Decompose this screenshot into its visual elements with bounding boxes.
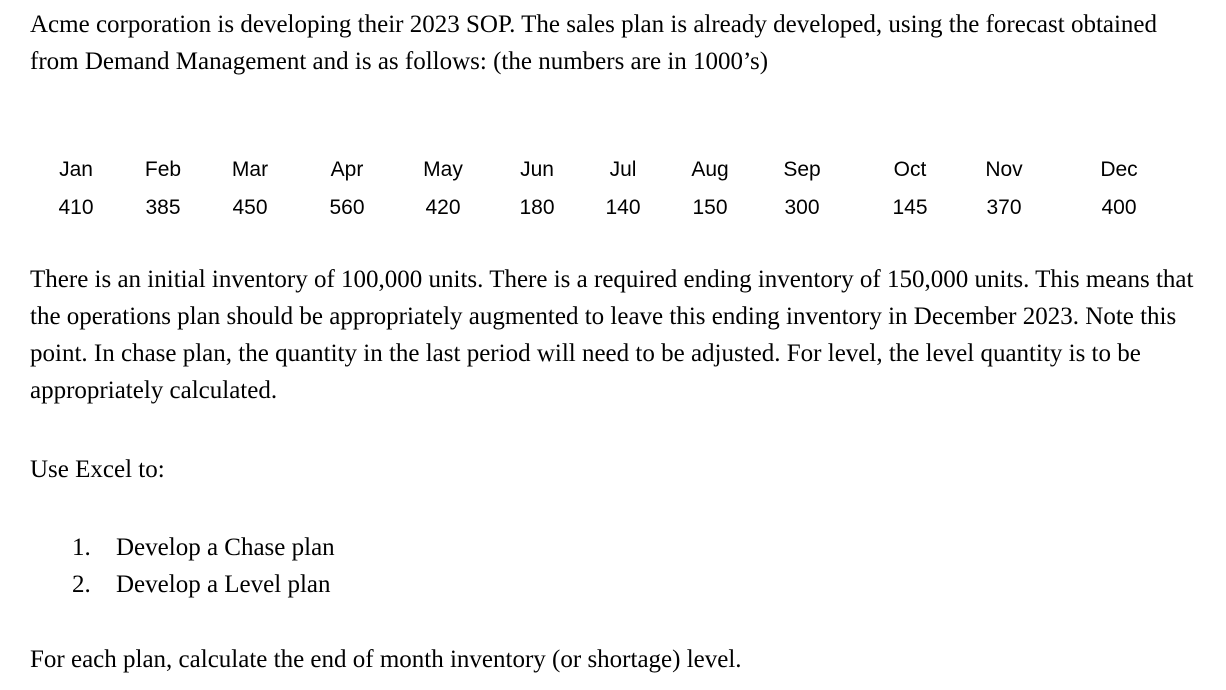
sales-value: 420 [425,196,461,219]
month-label: Nov [985,158,1023,181]
month-label: Feb [144,158,182,181]
month-label: Apr [330,158,364,181]
sales-value: 150 [692,196,728,219]
sales-value: 140 [605,196,641,219]
sales-value: 410 [58,196,94,219]
sales-value: 450 [232,196,268,219]
month-label: Jan [59,158,93,181]
sales-value: 300 [784,196,820,219]
task-list [72,529,335,603]
sales-value: 385 [145,196,181,219]
list-text: Develop a Chase plan [116,534,335,561]
month-label: Jun [520,158,554,181]
month-label: Oct [893,158,927,181]
list-text: Develop a Level plan [116,571,331,598]
use-excel-label: Use Excel to: [30,456,165,483]
month-label: Jul [609,158,637,181]
month-label: Sep [783,158,821,181]
list-item [72,566,335,603]
month-label: May [423,158,463,181]
month-label: Aug [691,158,729,181]
sales-plan-table [0,152,1226,232]
intro-paragraph: Acme corporation is developing their 2023 SOP. The sales plan is already developed, using the forecast obtained from Demand Management and is as follows: (the numbers are in 1000’s) [30,11,1158,75]
month-label: Dec [1100,158,1138,181]
sales-value: 400 [1101,196,1137,219]
closing-paragraph: For each plan, calculate the end of month inventory (or shortage) level. [30,646,742,673]
sales-value: 145 [892,196,928,219]
list-number: 2. [72,571,91,598]
sales-value: 370 [986,196,1022,219]
inventory-paragraph: There is an initial inventory of 100,000 units. There is a required ending inventory of 150,000 units. This means that the operations plan should be appropriately augmented to leave this ending inventory in December 2023. Note this point. In chase plan, the quantity in the last period will need to be adjusted. For level, the level quantity is to be appropriately calculated. [30,266,1194,404]
list-item [72,529,335,566]
list-number: 1. [72,534,91,561]
sales-value: 560 [329,196,365,219]
sales-value: 180 [519,196,555,219]
month-label: Mar [231,158,269,181]
